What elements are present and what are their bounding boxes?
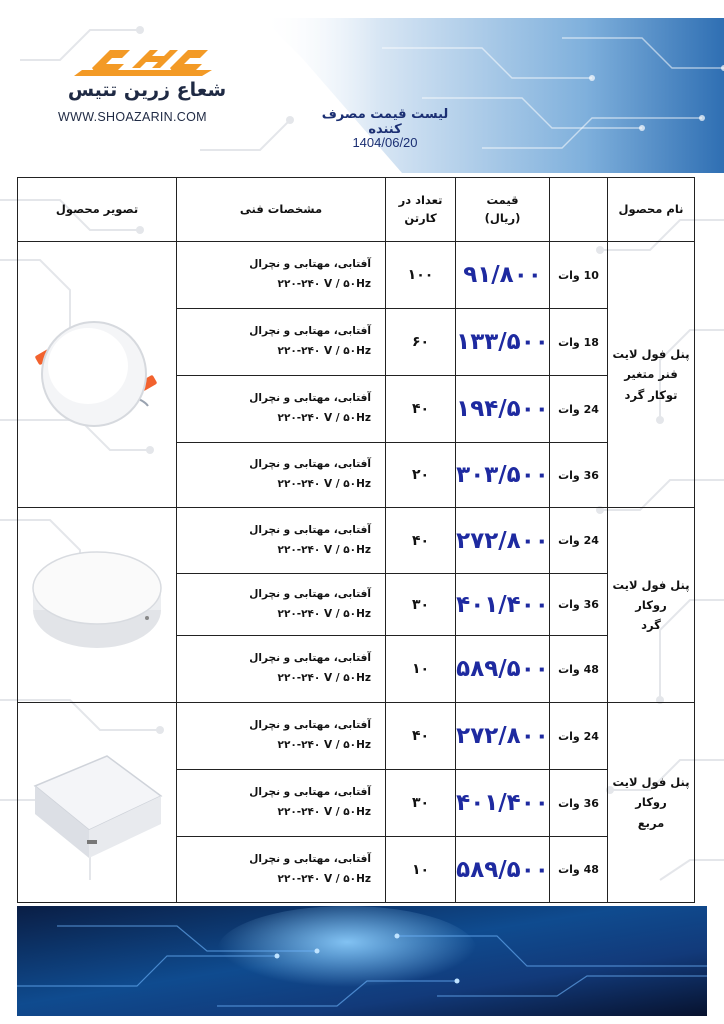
carton-qty-cell: ۶۰ (385, 308, 456, 376)
specs-cell (176, 507, 386, 574)
wattage-cell: 36 وات (549, 769, 608, 837)
brand-name-text: شعاع زرین تتیس (67, 79, 227, 101)
footer-tech-banner (17, 906, 707, 1016)
square-surface-panel-image (27, 736, 167, 870)
product-image-cell (17, 507, 177, 703)
price-table (17, 177, 694, 902)
price-cell: ۳۰۳/۵۰۰ (455, 442, 550, 508)
spec-color-temps: آفتابی، مهتابی و نچرال (249, 587, 371, 600)
carton-qty-cell: ۲۰ (385, 442, 456, 508)
price-cell: ۹۱/۸۰۰ (455, 241, 550, 309)
spec-color-temps: آفتابی، مهتابی و نچرال (249, 786, 371, 799)
spec-color-temps: آفتابی، مهتابی و نچرال (249, 258, 371, 271)
price-cell: ۵۸۹/۵۰۰ (455, 836, 550, 903)
company-logo (52, 28, 242, 108)
wattage-cell: 24 وات (549, 507, 608, 574)
spec-voltage: ۲۲۰-۲۴۰ V / ۵۰Hz (277, 806, 371, 818)
header-product-name: نام محصول (607, 177, 695, 242)
spec-color-temps: آفتابی، مهتابی و نچرال (249, 392, 371, 405)
spec-color-temps: آفتابی، مهتابی و نچرال (249, 325, 371, 338)
specs-cell (176, 702, 386, 770)
price-cell: ۲۷۲/۸۰۰ (455, 702, 550, 770)
price-list-date: 1404/06/20 (352, 135, 418, 150)
carton-qty-cell: ۱۰ (385, 836, 456, 903)
wattage-cell: 48 وات (549, 635, 608, 703)
carton-qty-cell: ۱۰ (385, 635, 456, 703)
product-image-cell (17, 241, 177, 508)
price-cell: ۴۰۱/۴۰۰ (455, 573, 550, 636)
product-group-name: پنل فول لایت روکار گرد (607, 507, 695, 703)
wattage-cell: 18 وات (549, 308, 608, 376)
specs-cell (176, 442, 386, 508)
spec-color-temps: آفتابی، مهتابی و نچرال (249, 652, 371, 665)
page-title: لیست قیمت مصرف کننده (321, 107, 449, 137)
wattage-cell: 36 وات (549, 573, 608, 636)
wattage-cell: 48 وات (549, 836, 608, 903)
carton-qty-cell: ۴۰ (385, 375, 456, 443)
carton-qty-cell: ۴۰ (385, 702, 456, 770)
carton-qty-cell: ۳۰ (385, 769, 456, 837)
header-product-image: تصویر محصول (17, 177, 177, 242)
header-per-carton: تعداد در کارتن (385, 177, 456, 242)
specs-cell (176, 635, 386, 703)
price-cell: ۴۰۱/۴۰۰ (455, 769, 550, 837)
spec-voltage: ۲۲۰-۲۴۰ V / ۵۰Hz (277, 672, 371, 684)
spec-voltage: ۲۲۰-۲۴۰ V / ۵۰Hz (277, 278, 371, 290)
price-cell: ۲۷۲/۸۰۰ (455, 507, 550, 574)
carton-qty-cell: ۴۰ (385, 507, 456, 574)
shoa-logo-icon (52, 28, 242, 108)
specs-cell (176, 375, 386, 443)
header-specs: مشخصات فنی (176, 177, 386, 242)
website-url: WWW.SHOAZARIN.COM (58, 110, 207, 124)
round-recessed-panel-image (32, 308, 162, 442)
spec-color-temps: آفتابی، مهتابی و نچرال (249, 523, 371, 536)
specs-cell (176, 308, 386, 376)
wattage-cell: 36 وات (549, 442, 608, 508)
specs-cell (176, 769, 386, 837)
spec-voltage: ۲۲۰-۲۴۰ V / ۵۰Hz (277, 412, 371, 424)
price-cell: ۵۸۹/۵۰۰ (455, 635, 550, 703)
spec-voltage: ۲۲۰-۲۴۰ V / ۵۰Hz (277, 739, 371, 751)
product-group-name: پنل فول لایت روکار مربع (607, 702, 695, 903)
header-price: قیمت (ریال) (455, 177, 550, 242)
wattage-cell: 24 وات (549, 375, 608, 443)
wattage-cell: 10 وات (549, 241, 608, 309)
spec-voltage: ۲۲۰-۲۴۰ V / ۵۰Hz (277, 478, 371, 490)
header-watt-blank (549, 177, 608, 242)
spec-color-temps: آفتابی، مهتابی و نچرال (249, 458, 371, 471)
specs-cell (176, 573, 386, 636)
spec-voltage: ۲۲۰-۲۴۰ V / ۵۰Hz (277, 607, 371, 620)
product-group-name: پنل فول لایت فنر متغیر توکار گرد (607, 241, 695, 508)
spec-voltage: ۲۲۰-۲۴۰ V / ۵۰Hz (277, 872, 371, 885)
wattage-cell: 24 وات (549, 702, 608, 770)
specs-cell (176, 241, 386, 309)
product-image-cell (17, 702, 177, 903)
spec-color-temps: آفتابی، مهتابی و نچرال (249, 852, 371, 865)
spec-voltage: ۲۲۰-۲۴۰ V / ۵۰Hz (277, 543, 371, 556)
round-surface-panel-image (27, 548, 167, 662)
price-cell: ۱۳۳/۵۰۰ (455, 308, 550, 376)
carton-qty-cell: ۱۰۰ (385, 241, 456, 309)
spec-color-temps: آفتابی، مهتابی و نچرال (249, 719, 371, 732)
specs-cell (176, 836, 386, 903)
price-cell: ۱۹۴/۵۰۰ (455, 375, 550, 443)
carton-qty-cell: ۳۰ (385, 573, 456, 636)
spec-voltage: ۲۲۰-۲۴۰ V / ۵۰Hz (277, 345, 371, 357)
